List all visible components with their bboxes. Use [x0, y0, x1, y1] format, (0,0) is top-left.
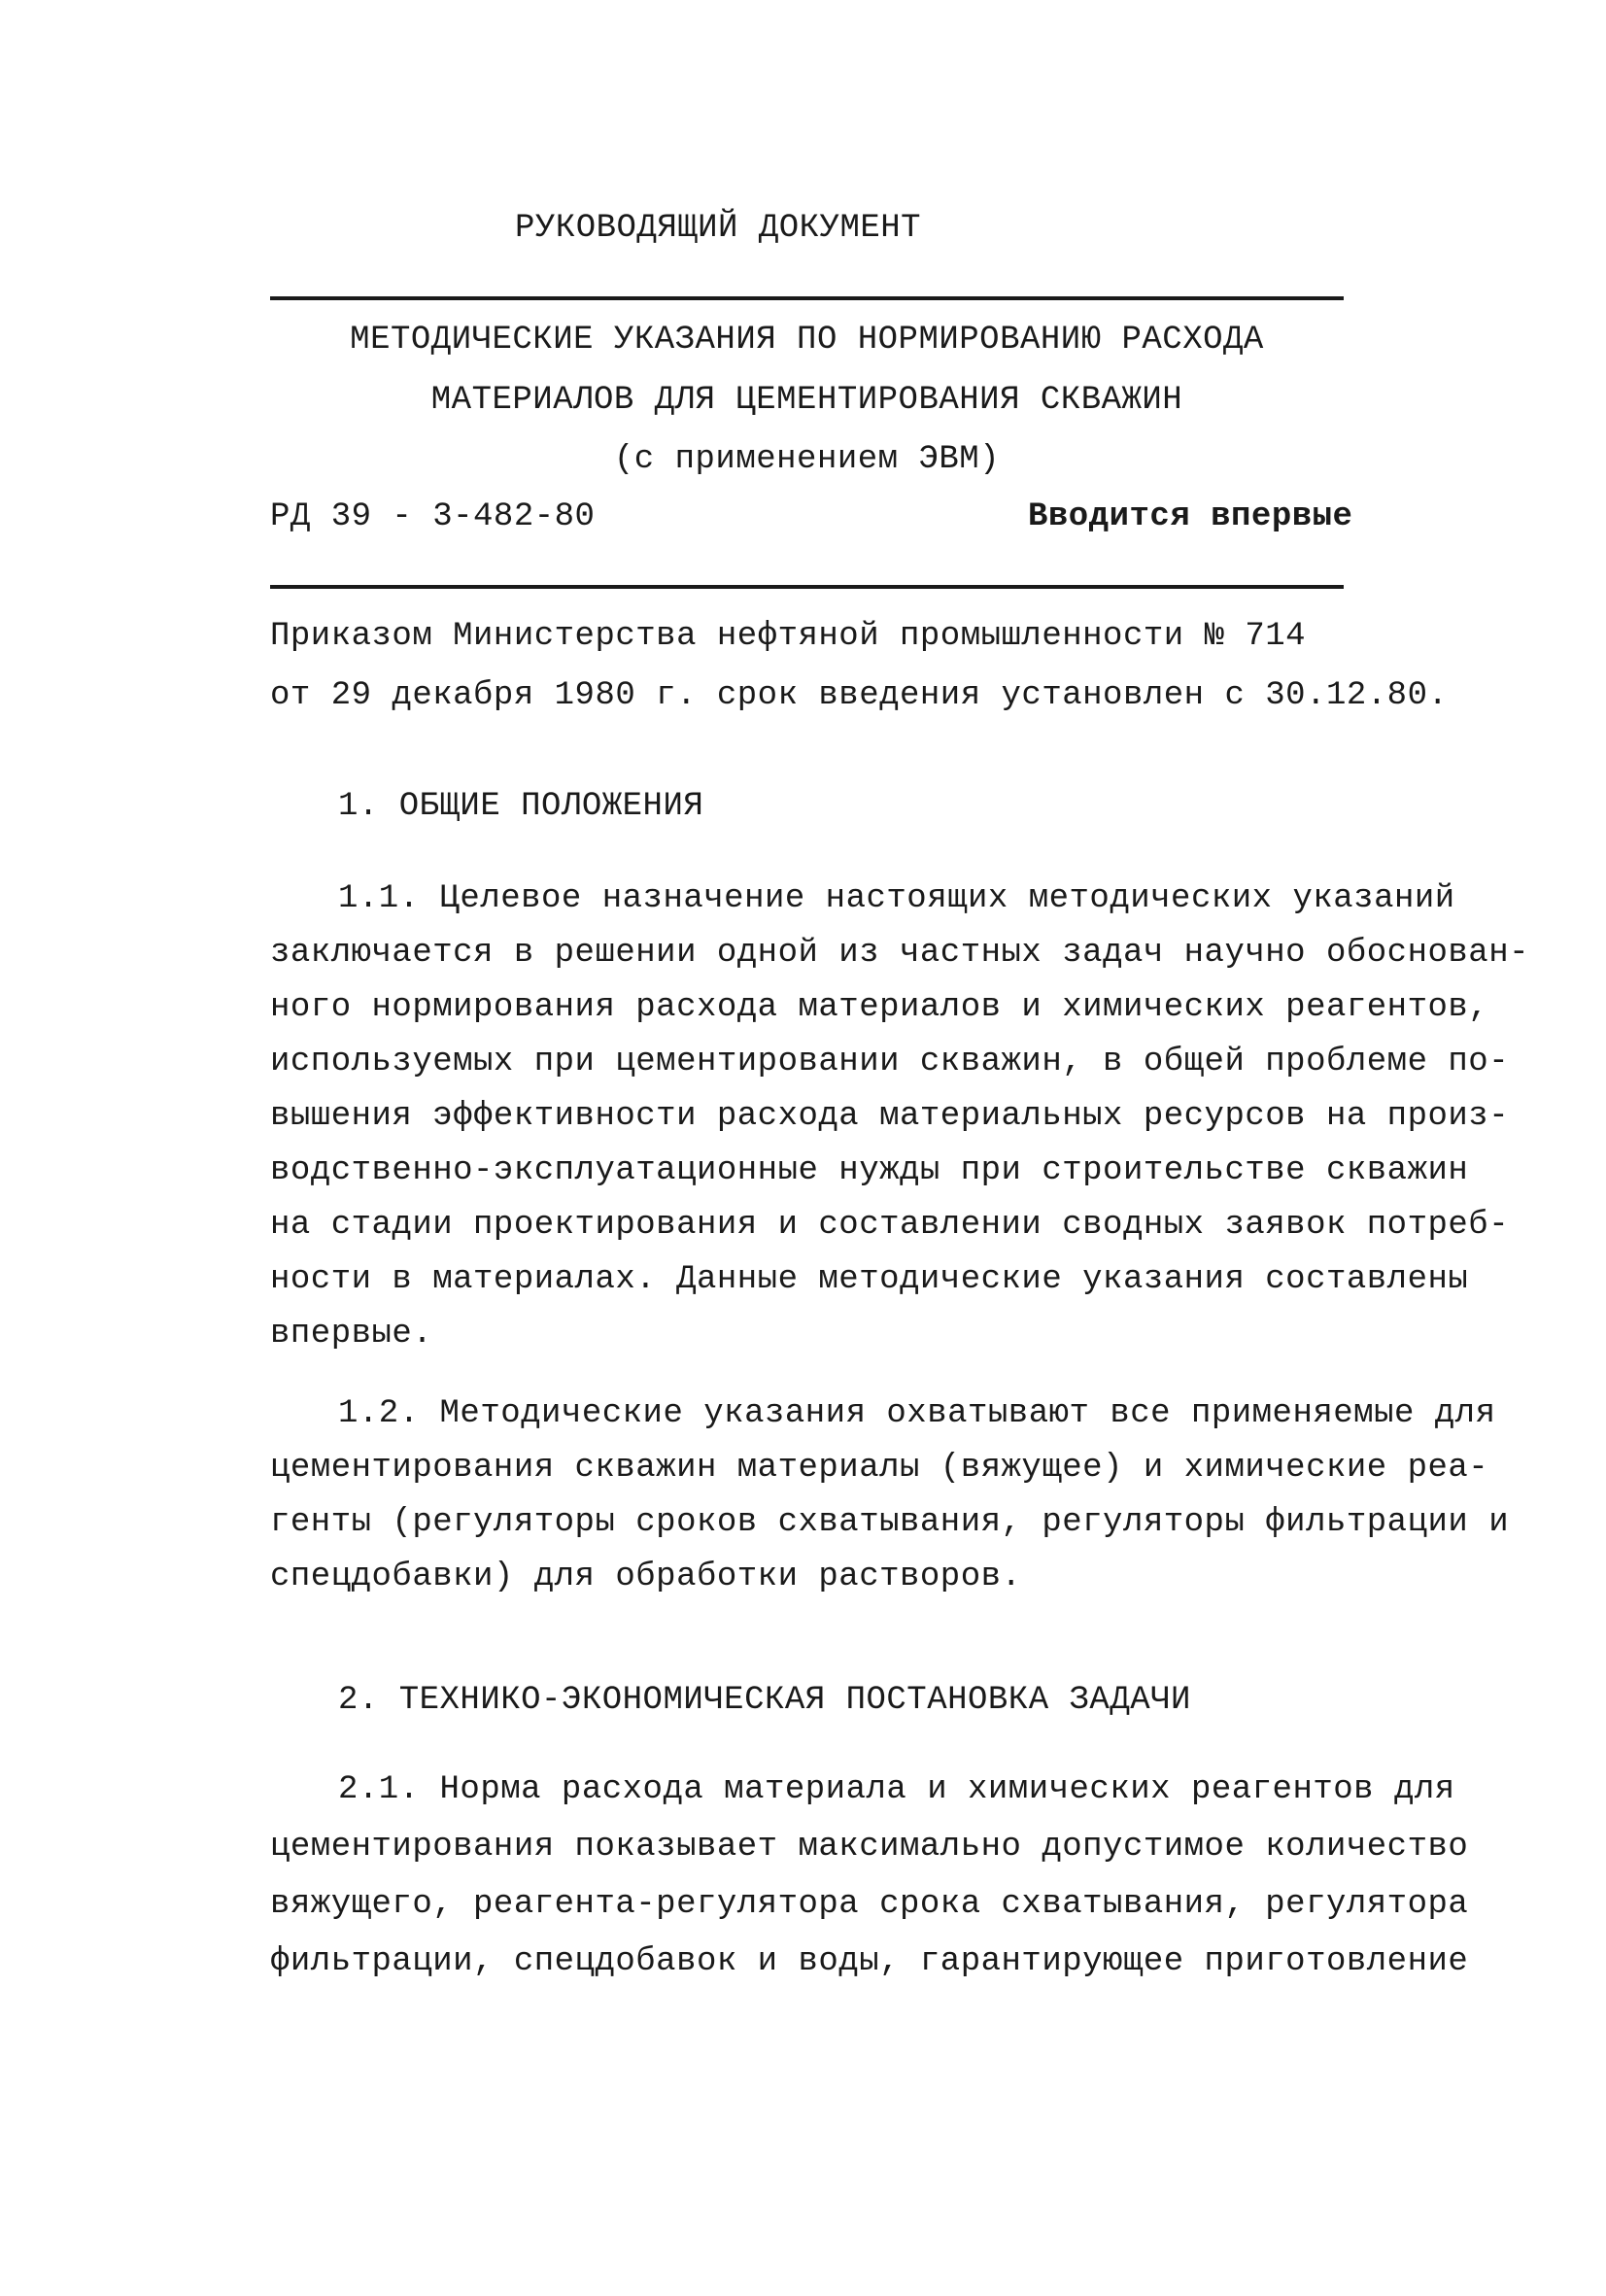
- paragraph-line: используемых при цементировании скважин, в общей проблеме по-: [270, 1044, 1510, 1080]
- paragraph-line: ности в материалах. Данные методические указания составлены: [270, 1261, 1469, 1298]
- paragraph-line: впервые.: [270, 1316, 433, 1353]
- order-line-2: от 29 декабря 1980 г. срок введения установлен с 30.12.80.: [270, 677, 1449, 714]
- paragraph-line: водственно-эксплуатационные нужды при строительстве скважин: [270, 1152, 1469, 1189]
- title-line-3: (с применением ЭВМ): [613, 441, 1001, 478]
- doc-number: РД 39 - 3-482-80: [270, 498, 596, 535]
- paragraph-line: генты (регуляторы сроков схватывания, регуляторы фильтрации и: [270, 1504, 1510, 1541]
- title-line-1: МЕТОДИЧЕСКИЕ УКАЗАНИЯ ПО НОРМИРОВАНИЮ РАСХОДА: [350, 322, 1264, 359]
- paragraph-line: вяжущего, реагента-регулятора срока схватывания, регулятора: [270, 1886, 1469, 1923]
- section-1-heading: 1. ОБЩИЕ ПОЛОЖЕНИЯ: [338, 788, 704, 825]
- paragraph-line: фильтрации, спецдобавок и воды, гарантирующее приготовление: [270, 1943, 1469, 1980]
- paragraph-line: вышения эффективности расхода материальных ресурсов на произ-: [270, 1098, 1510, 1135]
- paragraph-line: 1.1. Целевое назначение настоящих методических указаний: [338, 880, 1455, 917]
- paragraph-line: на стадии проектирования и составлении сводных заявок потреб-: [270, 1207, 1510, 1244]
- document-type: РУКОВОДЯЩИЙ ДОКУМЕНТ: [515, 210, 922, 247]
- bottom-rule: [270, 585, 1344, 589]
- paragraph-line: заключается в решении одной из частных задач научно обоснован-: [270, 935, 1530, 972]
- paragraph-line: 1.2. Методические указания охватывают все применяемые для: [338, 1395, 1496, 1432]
- order-line-1: Приказом Министерства нефтяной промышленности № 714: [270, 618, 1307, 655]
- paragraph-line: 2.1. Норма расхода материала и химических реагентов для: [338, 1771, 1455, 1808]
- section-2-heading: 2. ТЕХНИКО-ЭКОНОМИЧЕСКАЯ ПОСТАНОВКА ЗАДАЧИ: [338, 1682, 1191, 1719]
- paragraph-line: спецдобавки) для обработки растворов.: [270, 1559, 1022, 1595]
- title-line-2: МАТЕРИАЛОВ ДЛЯ ЦЕМЕНТИРОВАНИЯ СКВАЖИН: [430, 382, 1183, 419]
- top-rule: [270, 296, 1344, 300]
- introduced-note: Вводится впервые: [1028, 498, 1353, 535]
- paragraph-line: ного нормирования расхода материалов и химических реагентов,: [270, 989, 1489, 1026]
- paragraph-line: цементирования скважин материалы (вяжущее) и химические реа-: [270, 1450, 1489, 1487]
- paragraph-line: цементирования показывает максимально допустимое количество: [270, 1829, 1469, 1866]
